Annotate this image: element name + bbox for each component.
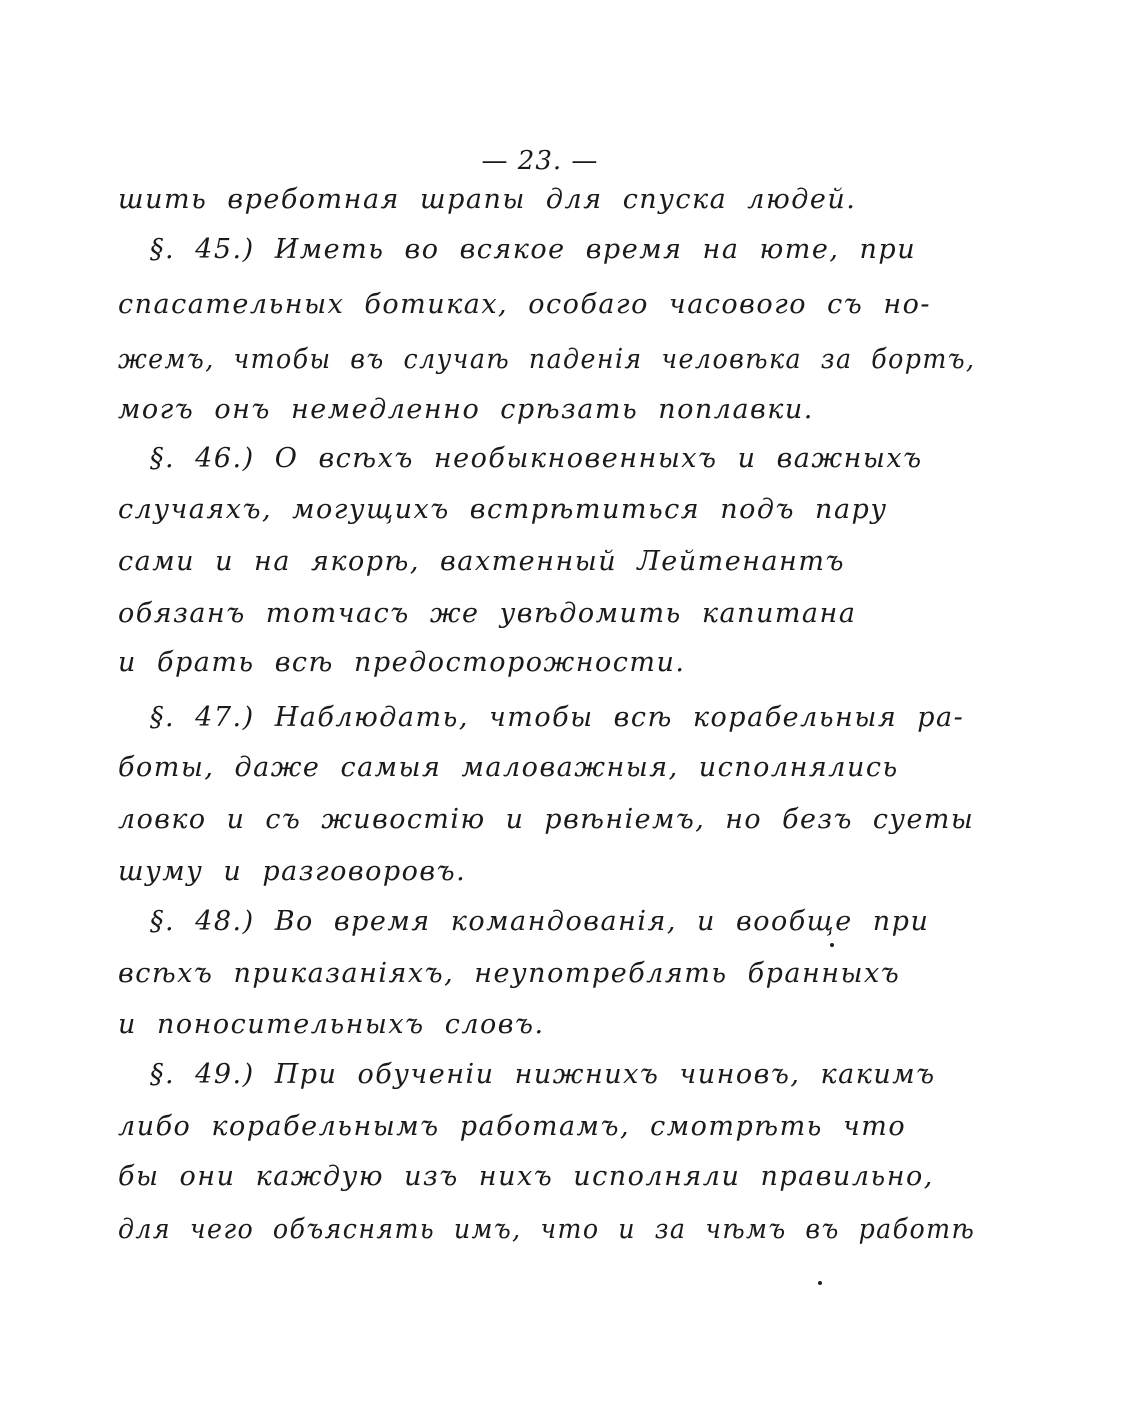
text-line: всѣхъ приказаніяхъ, неупотреблять бранныхъ (118, 958, 901, 989)
text-line: сами и на якорѣ, вахтенный Лейтенантъ (118, 546, 845, 577)
text-line: и поносительныхъ словъ. (118, 1009, 545, 1040)
text-line: могъ онъ немедленно срѣзать поплавки. (118, 394, 814, 425)
text-line: шуму и разговоровъ. (118, 856, 467, 887)
text-line: §. 46.) О всѣхъ необыкновенныхъ и важныхъ (150, 443, 923, 474)
text-line: §. 45.) Иметь во всякое время на юте, при (150, 234, 917, 265)
text-line: спасательных ботиках, особаго часового съ но- (118, 289, 932, 320)
page-number: — 23. — (481, 146, 599, 176)
text-line: либо корабельнымъ работамъ, смотрѣть что (118, 1111, 907, 1142)
ink-speck (830, 943, 834, 947)
text-line: и брать всѣ предосторожности. (118, 647, 686, 678)
text-line: шить вреботная шрапы для спуска людей. (118, 184, 857, 215)
text-line: §. 49.) При обученіи нижнихъ чиновъ, какимъ (150, 1059, 936, 1090)
text-line: боты, даже самыя маловажныя, исполнялись (118, 752, 899, 783)
text-line: ловко и съ живостію и рвѣніемъ, но безъ суеты (118, 804, 975, 835)
ink-speck (818, 1281, 822, 1285)
text-line: обязанъ тотчасъ же увѣдомить капитана (118, 598, 857, 629)
text-line: для чего объяснять имъ, что и за чѣмъ въ работѣ (118, 1214, 976, 1245)
text-line: бы они каждую изъ нихъ исполняли правильно, (118, 1161, 934, 1192)
text-line: случаяхъ, могущихъ встрѣтиться подъ пару (118, 494, 888, 525)
text-line: §. 48.) Во время командованія, и вообще при (150, 906, 930, 937)
text-line: §. 47.) Наблюдать, чтобы всѣ корабельныя ра- (150, 702, 965, 733)
text-line: жемъ, чтобы въ случаѣ паденія человѣка за бортъ, (118, 344, 976, 375)
